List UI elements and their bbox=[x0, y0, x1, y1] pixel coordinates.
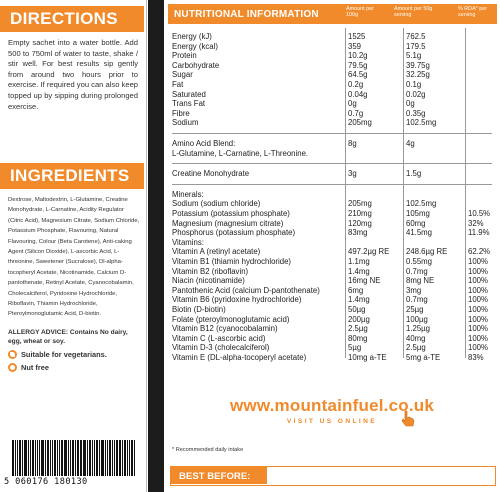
cell-a: 64.5g bbox=[348, 70, 368, 80]
cell-b: 762.5 bbox=[406, 32, 426, 41]
barcode-bar bbox=[39, 440, 40, 476]
barcode-bars bbox=[12, 440, 136, 476]
column-separator bbox=[465, 28, 466, 358]
barcode-bar bbox=[134, 440, 135, 476]
cell-name: Sugar bbox=[172, 70, 193, 80]
cell-name: Niacin (nicotinamide) bbox=[172, 276, 245, 286]
col-per100-header: Amount per 100g bbox=[346, 6, 374, 19]
cell-b: 1.25µg bbox=[406, 324, 431, 334]
cell-b: 248.6µg RE bbox=[406, 247, 448, 257]
column-separator bbox=[403, 28, 404, 358]
cell-name: Amino Acid Blend: bbox=[172, 139, 236, 148]
cell-name: Creatine Monohydrate bbox=[172, 169, 250, 179]
barcode-bar bbox=[94, 440, 95, 476]
cell-c: 100% bbox=[468, 314, 488, 324]
barcode-bar bbox=[37, 440, 38, 476]
cell-a: 1.4mg bbox=[348, 266, 370, 276]
cell-b: 100µg bbox=[406, 314, 428, 324]
cell-a: 359 bbox=[348, 41, 362, 51]
cell-a: 5µg bbox=[348, 343, 362, 353]
cell-name: Fibre bbox=[172, 108, 190, 118]
barcode-bar bbox=[109, 440, 111, 476]
barcode-bar bbox=[45, 440, 46, 476]
cell-name: Minerals: bbox=[172, 189, 204, 199]
cell-c: 10.5% bbox=[468, 209, 491, 218]
cell-a: 0.2g bbox=[348, 80, 364, 89]
barcode-bar bbox=[75, 440, 76, 476]
cell-c: 62.2% bbox=[468, 247, 491, 257]
cell-b: 0.7mg bbox=[406, 295, 428, 305]
cell-b: 179.5 bbox=[406, 41, 426, 51]
cell-c: 100% bbox=[468, 295, 488, 305]
nutrition-header bbox=[168, 4, 497, 24]
cell-b: 0.35g bbox=[406, 108, 426, 118]
cell-a: 8g bbox=[348, 139, 357, 148]
cell-name: Magnesium (magnesium citrate) bbox=[172, 218, 284, 228]
cell-b: 40mg bbox=[406, 333, 426, 343]
cell-a: 205mg bbox=[348, 118, 372, 128]
cell-b: 102.5mg bbox=[406, 199, 437, 209]
cell-name: Biotin (D-biotin) bbox=[172, 305, 226, 314]
amino-blend-text: L-Glutamine, L-Carnatine, L-Threonine. bbox=[172, 148, 309, 158]
directions-heading: DIRECTIONS bbox=[0, 6, 144, 32]
barcode-bar bbox=[59, 440, 60, 476]
row-divider bbox=[172, 133, 492, 134]
cell-name: Vitamin D-3 (cholecalciferol) bbox=[172, 343, 270, 353]
nut-icon bbox=[8, 363, 17, 372]
cell-name: Vitamin A (retinyl acetate) bbox=[172, 247, 261, 257]
barcode-bar bbox=[22, 440, 23, 476]
barcode-bar bbox=[57, 440, 58, 476]
cell-name: Protein bbox=[172, 51, 197, 61]
best-before-box bbox=[170, 466, 496, 486]
ingredients-heading: INGREDIENTS bbox=[0, 163, 144, 189]
barcode-bar bbox=[99, 440, 100, 476]
cell-b: 105mg bbox=[406, 209, 430, 218]
cell-b: 102.5mg bbox=[406, 118, 437, 128]
hand-cursor-icon bbox=[400, 410, 416, 428]
barcode-bar bbox=[54, 440, 56, 476]
cell-name: Vitamin B2 (riboflavin) bbox=[172, 266, 249, 276]
cell-b: 32.25g bbox=[406, 70, 430, 80]
cell-name: Trans Fat bbox=[172, 99, 206, 109]
barcode-bar bbox=[17, 440, 18, 476]
cell-c: 100% bbox=[468, 276, 488, 286]
cell-name: Carbohydrate bbox=[172, 60, 220, 70]
cell-a: 10.2g bbox=[348, 51, 368, 61]
nutrition-panel bbox=[164, 0, 500, 492]
cell-name: Energy (kcal) bbox=[172, 41, 218, 51]
barcode-bar bbox=[24, 440, 27, 476]
barcode-bar bbox=[83, 440, 86, 476]
cell-a: 3g bbox=[348, 169, 357, 179]
barcode-bar bbox=[12, 440, 14, 476]
cell-a: 205mg bbox=[348, 199, 372, 209]
barcode-bar bbox=[50, 440, 51, 476]
col-rda-header: % RDA* per serving bbox=[458, 6, 488, 19]
barcode-bar bbox=[68, 440, 69, 476]
vegetarian-badge bbox=[0, 346, 146, 359]
barcode-bar bbox=[112, 440, 113, 476]
cell-a: 1.4mg bbox=[348, 295, 370, 305]
rda-footnote: * Recommended daily intake bbox=[172, 447, 244, 453]
cell-b: 5.1g bbox=[406, 51, 422, 61]
cell-name: Folate (pteroylmonoglutamic acid) bbox=[172, 314, 290, 324]
barcode-bar bbox=[47, 440, 49, 476]
barcode-bar bbox=[131, 440, 133, 476]
cell-a: 0g bbox=[348, 99, 357, 109]
barcode-bar bbox=[124, 440, 127, 476]
cell-a: 6mg bbox=[348, 285, 364, 295]
cell-c: 100% bbox=[468, 333, 488, 343]
barcode-bar bbox=[15, 440, 16, 476]
cell-b: 60mg bbox=[406, 218, 426, 228]
barcode-bar bbox=[129, 440, 130, 476]
cell-b: 25µg bbox=[406, 305, 424, 314]
cell-c: 100% bbox=[468, 257, 488, 266]
barcode-bar bbox=[70, 440, 71, 476]
cell-name: Pantothenic Acid (calcium D-pantothenate) bbox=[172, 285, 320, 295]
cell-a: 83mg bbox=[348, 228, 368, 238]
barcode-bar bbox=[41, 440, 44, 476]
barcode-bar bbox=[28, 440, 29, 476]
barcode-bar bbox=[35, 440, 37, 476]
barcode-bar bbox=[52, 440, 53, 476]
cell-a: 210mg bbox=[348, 209, 372, 218]
cell-b: 2.5µg bbox=[406, 343, 426, 353]
nutrition-title: NUTRITIONAL INFORMATION bbox=[174, 9, 319, 20]
cell-a: 200µg bbox=[348, 314, 370, 324]
cell-b: 8mg NE bbox=[406, 276, 435, 286]
left-panel bbox=[0, 0, 146, 492]
barcode-bar bbox=[77, 440, 79, 476]
barcode-bar bbox=[32, 440, 34, 476]
website-url[interactable]: www.mountainfuel.co.uk bbox=[229, 396, 434, 415]
cell-name: Vitamin C (L-ascorbic acid) bbox=[172, 333, 266, 343]
cell-name: Vitamin B1 (thiamin hydrochloride) bbox=[172, 257, 292, 266]
cell-a: 1.1mg bbox=[348, 257, 370, 266]
barcode-bar bbox=[64, 440, 67, 476]
cell-name: Saturated bbox=[172, 89, 206, 99]
cell-c: 100% bbox=[468, 305, 488, 314]
cell-c: 100% bbox=[468, 324, 488, 334]
nut-free-badge bbox=[0, 359, 146, 372]
cell-name: Vitamins: bbox=[172, 237, 204, 247]
row-divider bbox=[172, 184, 492, 185]
cell-b: 39.75g bbox=[406, 60, 430, 70]
cell-a: 50µg bbox=[348, 305, 366, 314]
barcode-bar bbox=[114, 440, 115, 476]
cell-b: 3mg bbox=[406, 285, 422, 295]
cell-c: 100% bbox=[468, 285, 488, 295]
col-serving-header: Amount per 50g serving bbox=[394, 6, 433, 19]
cell-name: Phosphorus (potassium phosphate) bbox=[172, 228, 296, 238]
cell-name: Vitamin B12 (cyanocobalamin) bbox=[172, 324, 278, 334]
barcode-bar bbox=[105, 440, 106, 476]
barcode-bar bbox=[127, 440, 128, 476]
cell-b: 0.55mg bbox=[406, 257, 433, 266]
cell-a: 120mg bbox=[348, 218, 372, 228]
cell-b: 1.5g bbox=[406, 169, 422, 179]
cell-a: 1525 bbox=[348, 32, 366, 41]
barcode-bar bbox=[61, 440, 63, 476]
barcode-bar bbox=[87, 440, 88, 476]
cell-c: 100% bbox=[468, 266, 488, 276]
cell-name: Sodium (sodium chloride) bbox=[172, 199, 261, 209]
barcode-number: 5 060176 180130 bbox=[4, 477, 88, 487]
cell-b: 0.1g bbox=[406, 80, 422, 89]
cell-a: 497.2µg RE bbox=[348, 247, 390, 257]
cell-a: 0.04g bbox=[348, 89, 368, 99]
barcode-bar bbox=[116, 440, 118, 476]
barcode-bar bbox=[19, 440, 21, 476]
leaf-icon bbox=[8, 350, 17, 359]
cell-a: 80mg bbox=[348, 333, 368, 343]
cell-a: 10mg a-TE bbox=[348, 353, 387, 362]
row-divider bbox=[172, 163, 492, 164]
cell-b: 4g bbox=[406, 139, 415, 148]
column-separator bbox=[345, 28, 346, 358]
cell-a: 16mg NE bbox=[348, 276, 381, 286]
allergy-advice: ALLERGY ADVICE: Contains No dairy, egg, wheat or soy. bbox=[8, 328, 128, 345]
vegetarian-label: Suitable for vegetarians. bbox=[21, 349, 107, 359]
barcode-bar bbox=[122, 440, 123, 476]
directions-text: Empty sachet into a water bottle. Add 500 to 750ml of water to taste, shake / stir well. For best results sip gently from around two hours prior to exercise. If required you can also keep topped up by sipping during prolonged exercise. bbox=[8, 38, 139, 111]
cell-b: 0.7mg bbox=[406, 266, 428, 276]
cell-b: 0g bbox=[406, 99, 415, 109]
cell-b: 41.5mg bbox=[406, 228, 433, 238]
barcode-bar bbox=[92, 440, 93, 476]
cell-name: Sodium bbox=[172, 118, 199, 128]
barcode-bar bbox=[96, 440, 98, 476]
barcode bbox=[4, 440, 140, 488]
barcode-bar bbox=[107, 440, 108, 476]
ingredients-text: Dextrose, Maltodextrin, L-Glutamine, Creatine Monohydrate, L-Carnatine, Acidity Regulator (Citric Acid), Magnesium Citrate, Sodium Chloride, Potassium Phosphate, Flavouring, Natural Flavouring, Colour (Beta Carotene), Anti-caking Agent (Silicon Dioxide), L-ascorbic Acid, L-threonine, Sweetener (Sucralose), Dl-alpha-tocopheryl Acetate, Nicotinamide, Calcium D-pantothenate, Retinyl Acetate, Cyanocobalamin, Cholecalciferol, Pyridoxine Hydrochloride, Riboflavin, Thiamin Hydrochloride, Pteroylmonoglutamic Acid, D-biotin. bbox=[8, 197, 140, 318]
barcode-bar bbox=[89, 440, 91, 476]
barcode-bar bbox=[119, 440, 121, 476]
cell-b: 5mg a-TE bbox=[406, 353, 441, 362]
cell-c: 83% bbox=[468, 353, 484, 362]
cell-c: 100% bbox=[468, 343, 488, 353]
cell-a: 79.5g bbox=[348, 60, 368, 70]
cell-name: Vitamin B6 (pyridoxine hydrochloride) bbox=[172, 295, 302, 305]
barcode-bar bbox=[72, 440, 74, 476]
cell-c: 32% bbox=[468, 218, 484, 228]
nut-free-label: Nut free bbox=[21, 362, 49, 372]
cell-a: 2.5µg bbox=[348, 324, 368, 334]
barcode-bar bbox=[101, 440, 104, 476]
cell-c: 11.9% bbox=[468, 228, 490, 238]
cell-b: 0.02g bbox=[406, 89, 426, 99]
barcode-bar bbox=[80, 440, 81, 476]
cell-name: Potassium (potassium phosphate) bbox=[172, 209, 290, 218]
best-before-label: BEST BEFORE: bbox=[171, 467, 267, 484]
barcode-bar bbox=[30, 440, 31, 476]
cell-name: Energy (kJ) bbox=[172, 32, 212, 41]
barcode-bar bbox=[81, 440, 82, 476]
cell-a: 0.7g bbox=[348, 108, 364, 118]
website-tagline: VISIT US ONLINE bbox=[286, 418, 378, 425]
dark-strip bbox=[148, 0, 164, 492]
cell-name: Vitamin E (DL-alpha-tocoperyl acetate) bbox=[172, 353, 307, 362]
cell-name: Fat bbox=[172, 80, 184, 89]
column-divider bbox=[146, 0, 147, 492]
